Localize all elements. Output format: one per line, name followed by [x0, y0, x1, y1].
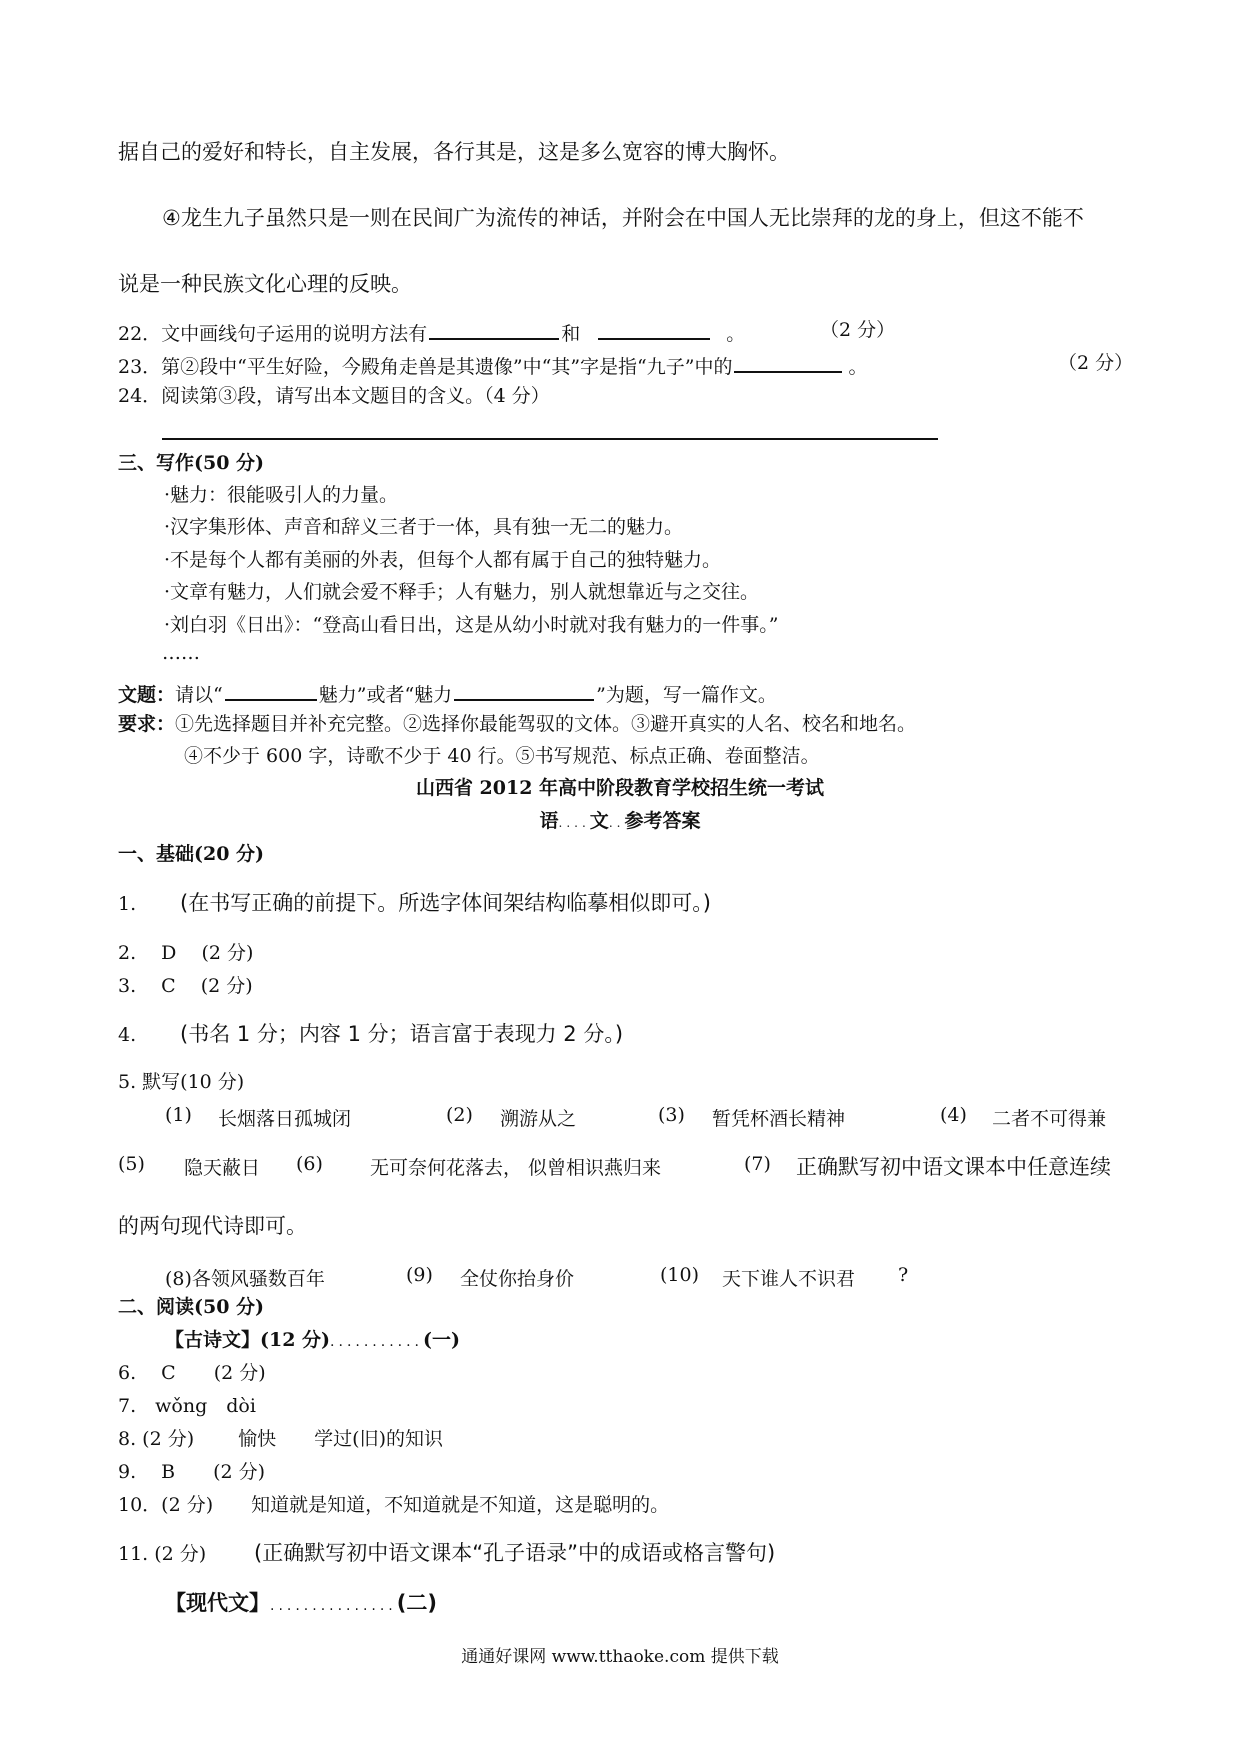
a5-item-2: 溯游从之	[500, 1108, 577, 1130]
question-22	[118, 319, 745, 346]
a5-item-10-no: (10)	[660, 1264, 700, 1286]
question-23	[118, 352, 867, 379]
requirements-2: ④不少于 600 字，诗歌不少于 40 行。⑤书写规范、标点正确、卷面整洁。	[184, 745, 820, 767]
q23-text: 23．第②段中“平生好险，今殿角走兽是其遗像”中“其”字是指“九子”中的	[118, 356, 733, 378]
answer-1: (在书写正确的前提下。所选字体间架结构临摹相似即可。)	[180, 891, 711, 915]
sub-a: 语	[539, 810, 559, 832]
a5-item-9-no: (9)	[406, 1264, 433, 1286]
writing-bullet-1: ·魅力：很能吸引人的力量。	[164, 484, 399, 506]
title-part-a: 请以“	[175, 684, 223, 706]
xiandai-heading: 【现代文】...............(二)	[165, 1591, 437, 1615]
writing-heading: 三、写作(50 分)	[118, 452, 265, 474]
q22-score: （2 分）	[820, 319, 896, 341]
a5-item-9: 全仗你抬身价	[460, 1268, 575, 1290]
essay-line-3: 说是一种民族文化心理的反映。	[118, 272, 412, 296]
a5-item-5: 隐天蔽日	[184, 1157, 261, 1179]
requirements-1	[118, 713, 916, 736]
answer-3: 3. C (2 分)	[118, 975, 253, 997]
sub-c: 参考答案	[624, 810, 701, 832]
a5-item-1: 长烟落日孤城闭	[218, 1108, 352, 1130]
title-label: 文题：	[118, 684, 176, 706]
gushi-heading: 【古诗文】(12 分)...........(一)	[165, 1329, 460, 1351]
question-24: 24．阅读第③段，请写出本文题目的含义。（4 分）	[118, 385, 550, 407]
a5-item-3: 暂凭杯酒长精神	[712, 1108, 846, 1130]
q22-end: 。	[726, 323, 746, 345]
a5-item-6-no: (6)	[296, 1153, 323, 1175]
q23-end: 。	[848, 356, 868, 378]
title-blank-1	[225, 680, 317, 701]
a5-item-10: 天下谁人不识君	[722, 1268, 856, 1290]
answer-5: 5. 默写(10 分)	[118, 1071, 245, 1093]
answer-9: 9. B (2 分)	[118, 1461, 266, 1483]
answer-10: 10．(2 分) 知道就是知道，不知道就是不知道，这是聪明的。	[118, 1494, 670, 1516]
gushi-end: (一)	[423, 1329, 460, 1351]
req-text-1: ①先选择题目并补充完整。②选择你最能驾驭的文体。③避开真实的人名、校名和地名。	[175, 713, 917, 735]
essay-line-1: 据自己的爱好和特长，自主发展，各行其是，这是多么宽容的博大胸怀。	[118, 140, 790, 164]
writing-bullet-2: ·汉字集形体、声音和辞义三者于一体，具有独一无二的魅力。	[164, 516, 684, 538]
writing-bullet-3: ·不是每个人都有美丽的外表，但每个人都有属于自己的独特魅力。	[164, 549, 722, 571]
answer-11: (正确默写初中语文课本“孔子语录”中的成语或格言警句)	[254, 1541, 776, 1565]
q23-score: （2 分）	[1058, 352, 1134, 374]
a5-item-4-no: (4)	[940, 1104, 967, 1126]
answer-4-no: 4.	[118, 1024, 137, 1046]
writing-ellipsis: ……	[162, 642, 200, 664]
q22-and: 和	[561, 323, 581, 345]
writing-bullet-4: ·文章有魅力，人们就会爱不释手；人有魅力，别人就想靠近与之交往。	[164, 581, 760, 603]
a5-item-8: (8)各领风骚数百年	[165, 1268, 325, 1290]
answer-1-no: 1.	[118, 893, 137, 915]
q23-blank	[734, 352, 842, 373]
answer-subtitle: 语....文..参考答案	[539, 810, 701, 832]
answer-6: 6. C (2 分)	[118, 1362, 266, 1384]
q22-text: 22．文中画线句子运用的说明方法有	[118, 323, 428, 345]
answer-8: 8. (2 分) 愉快 学过(旧)的知识	[118, 1428, 443, 1450]
a5-item-7-cont: 的两句现代诗即可。	[118, 1214, 307, 1238]
page-footer: 通通好课网 www.tthaoke.com 提供下载	[461, 1647, 779, 1667]
a5-item-1-no: (1)	[165, 1104, 192, 1126]
gushi-label: 【古诗文】(12 分)	[165, 1329, 331, 1351]
title-blank-2	[454, 680, 594, 701]
essay-line-2: ④龙生九子虽然只是一则在民间广为流传的神话，并附会在中国人无比崇拜的龙的身上，但这不能不	[162, 206, 1084, 230]
q22-blank-1	[429, 319, 559, 340]
a5-item-3-no: (3)	[658, 1104, 685, 1126]
a5-item-6: 无可奈何花落去， 似曾相识燕归来	[370, 1157, 662, 1179]
xiandai-end: (二)	[396, 1591, 437, 1615]
a5-item-2-no: (2)	[446, 1104, 473, 1126]
q22-blank-2	[598, 319, 710, 340]
a5-question-mark: ?	[898, 1264, 909, 1286]
req-label: 要求：	[118, 713, 176, 735]
a5-item-7: 正确默写初中语文课本中任意连续	[796, 1155, 1111, 1179]
answer-4: (书名 1 分；内容 1 分；语言富于表现力 2 分。)	[180, 1022, 624, 1046]
a5-item-7-no: (7)	[744, 1153, 771, 1175]
title-part-b: 魅力”或者“魅力	[318, 684, 453, 706]
exam-title: 山西省 2012 年高中阶段教育学校招生统一考试	[415, 777, 825, 799]
answer-11-no: 11. (2 分)	[118, 1543, 207, 1565]
writing-bullet-5: ·刘白羽《日出》：“登高山看日出，这是从幼小时就对我有魅力的一件事。”	[164, 614, 779, 636]
a5-item-4: 二者不可得兼	[992, 1108, 1107, 1130]
section-1-heading: 一、基础(20 分)	[118, 843, 265, 865]
sub-b: 文	[589, 810, 609, 832]
answer-7: 7. wǒng dòi	[118, 1395, 256, 1417]
title-part-c: ”为题，写一篇作文。	[596, 684, 777, 706]
answer-line	[162, 438, 938, 440]
answer-2: 2. D (2 分)	[118, 942, 254, 964]
section-2-heading: 二、阅读(50 分)	[118, 1296, 265, 1318]
a5-item-5-no: (5)	[118, 1153, 145, 1175]
essay-title-prompt	[118, 680, 777, 707]
xiandai-label: 【现代文】	[165, 1591, 270, 1615]
